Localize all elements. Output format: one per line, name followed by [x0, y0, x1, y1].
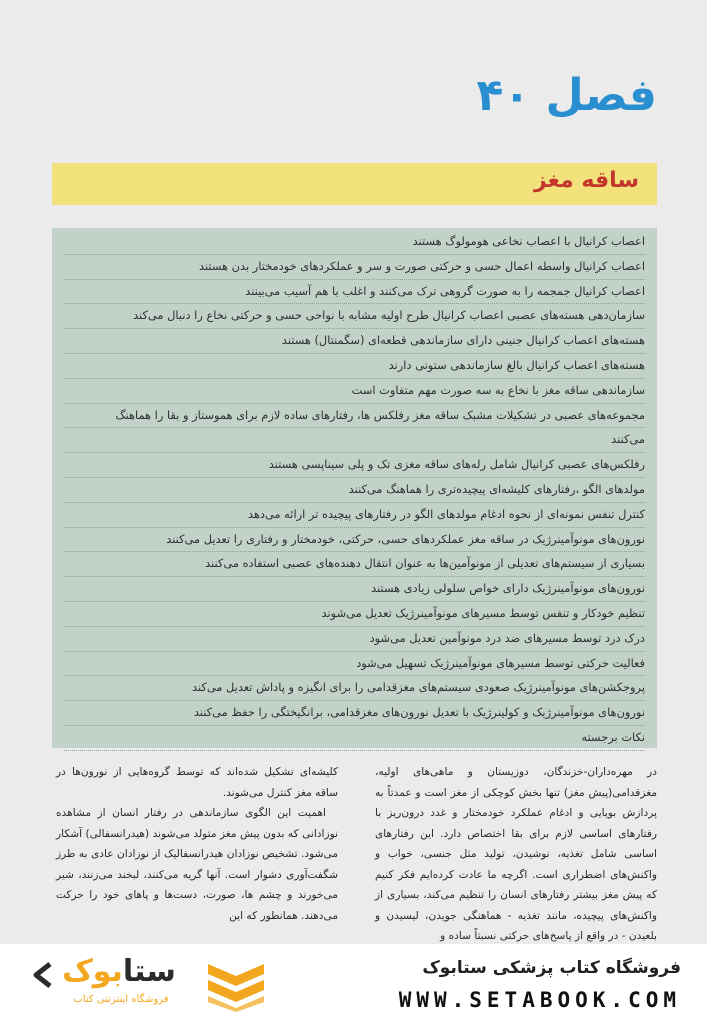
key-point: هسته‌های اعصاب کرانیال جنینی دارای سازماندهی قطعه‌ای (سگمنتال) هستند	[64, 329, 645, 354]
key-point-highlights: نکات برجسته	[64, 726, 645, 751]
body-paragraph: کلیشه‌ای تشکیل شده‌اند که توسط گروه‌هایی از نورون‌ها در ساقه مغز کنترل می‌شوند.	[56, 766, 338, 799]
store-url[interactable]: WWW.SETABOOK.COM	[398, 988, 681, 1012]
key-point-continuation: می‌کنند	[64, 428, 645, 453]
key-point: رفلکس‌های عصبی کرانیال شامل رله‌های ساقه مغزی تک و پلی سیناپسی هستند	[64, 453, 645, 478]
body-paragraph: در مهره‌داران-خزندگان، دوزیستان و ماهی‌های اولیه، مغزقدامی(پیش مغز) تنها بخش کوچکی از مغز است و عمدتاً به پردازش بویایی و ادغام عملکرد خودمختار و غدد درون‌ریز با رفتارهای اساسی لازم برای بقا اختصاص دارد. این رفتارهای اساسی شامل تغذیه، نوشیدن، تولید مثل جنسی، خواب و واکنش‌های اضطراری است. اگرچه ما عادت کرده‌ایم فکر کنیم که پیش مغز بیشتر رفتارهای انسان را تنظیم می‌کند، بسیاری از واکنش‌های پیچیده، مانند تغذیه - هماهنگی جویدن، لیسیدن و بلعیدن - در واقع از پاسخ‌های حرکتی نسبتاً ساده و	[375, 766, 657, 942]
key-points-box	[52, 228, 657, 748]
key-point: نورون‌های مونوآمینرژیک و کولینرژیک با تعدیل نورون‌های مغزقدامی، برانگیختگی را حفظ می‌کنند	[64, 701, 645, 726]
setabook-logo-icon	[204, 956, 268, 1012]
key-point: فعالیت حرکتی توسط مسیرهای مونوآمینرژیک تسهیل می‌شود	[64, 652, 645, 677]
key-point: مجموعه‌های عصبی در تشکیلات مشبک ساقه مغز رفلکس ها، رفتارهای ساده لازم برای هموستاز و بقا را هماهنگ	[64, 404, 645, 429]
section-header-band	[52, 163, 657, 205]
body-column-right	[375, 762, 657, 944]
logo-subtitle: فروشگاه اینترنتی کتاب	[73, 994, 169, 1005]
section-title: ساقه مغز	[533, 168, 639, 193]
chapter-title: فصل ۴۰	[476, 70, 657, 121]
body-paragraph: اهمیت این الگوی سازماندهی در رفتار انسان از مشاهده نوزادانی که بدون پیش مغز متولد می‌شوند (هیدرانسفالی) آشکار می‌شود. تشخیص نوزادان هیدرانسفالیک از نوزادان عادی به طرز شگفت‌آوری دشوار است. آنها گریه می‌کنند، لبخند می‌زنند، شیر می‌خورند و چشم ها، صورت، دست‌ها و پاهای خود را حرکت می‌دهند. همانطور که این	[56, 807, 338, 922]
body-columns	[52, 762, 657, 944]
key-point: تنظیم خودکار و تنفس توسط مسیرهای مونوآمینرژیک تعدیل می‌شوند	[64, 602, 645, 627]
key-point: درک درد توسط مسیرهای ضد درد مونوآمین تعدیل می‌شود	[64, 627, 645, 652]
body-column-left	[56, 762, 338, 926]
key-point: سازمان‌دهی هسته‌های عصبی اعصاب کرانیال طرح اولیه مشابه با نواحی حسی و حرکتی نخاع را دنبال می‌کند	[64, 304, 645, 329]
key-point: مولدهای الگو ،رفتارهای کلیشه‌ای پیچیده‌تری را هماهنگ می‌کنند	[64, 478, 645, 503]
key-point: اعصاب کرانیال با اعصاب نخاعی هومولوگ هستند	[64, 230, 645, 255]
store-footer	[0, 944, 707, 1024]
store-name: فروشگاه کتاب پزشکی ستابوک	[422, 958, 681, 978]
key-point: اعصاب کرانیال جمجمه را به صورت گروهی ترک می‌کنند و اغلب با هم آسیب می‌بینند	[64, 280, 645, 305]
setabook-logo-text: ستابوک	[62, 954, 176, 989]
key-point: نورون‌های مونوآمینرژیک در ساقه مغز عملکردهای حسی، حرکتی، خودمختار و رفتاری را تعدیل می‌کنند	[64, 528, 645, 553]
chevron-left-icon	[30, 960, 54, 990]
key-point: نورون‌های مونوآمینرژیک دارای خواص سلولی زیادی هستند	[64, 577, 645, 602]
key-point: اعصاب کرانیال واسطه اعمال حسی و حرکتی صورت و سر و عملکردهای خودمختار بدن هستند	[64, 255, 645, 280]
key-point: کنترل تنفس نمونه‌ای از نحوه ادغام مولدهای الگو در رفتارهای پیچیده تر ارائه می‌دهد	[64, 503, 645, 528]
key-point: سازماندهی ساقه مغز با نخاع به سه صورت مهم متفاوت است	[64, 379, 645, 404]
key-point: بسیاری از سیستم‌های تعدیلی از مونوآمین‌ها به عنوان انتقال دهنده‌های عصبی استفاده می‌کنند	[64, 552, 645, 577]
key-point: پروجکشن‌های مونوآمینرژیک صعودی سیستم‌های مغزقدامی را برای انگیزه و پاداش تعدیل می‌کند	[64, 676, 645, 701]
key-point: هسته‌های اعصاب کرانیال بالغ سازماندهی ستونی دارند	[64, 354, 645, 379]
